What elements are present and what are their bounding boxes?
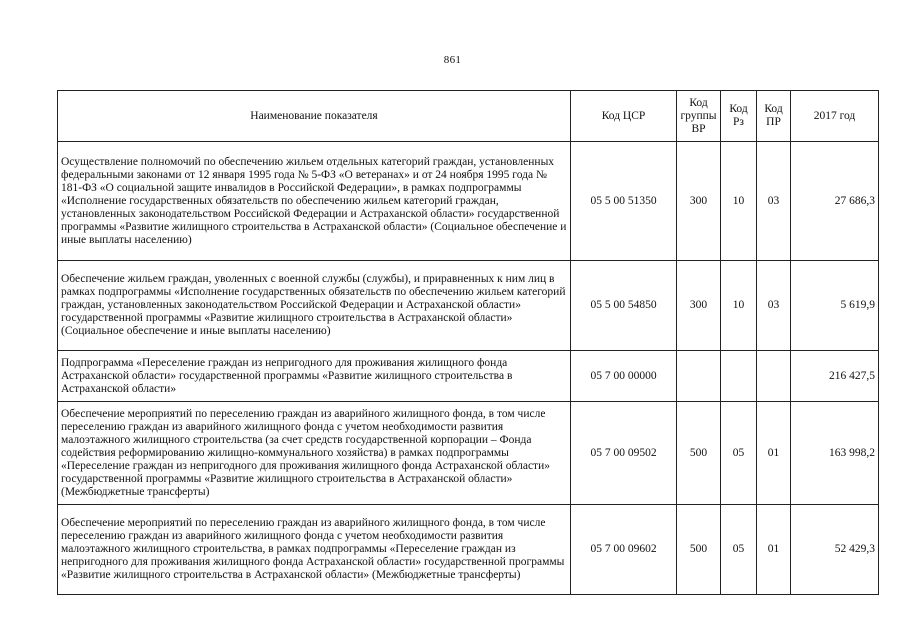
- row-pr-code: 03: [757, 142, 791, 261]
- table-row: [58, 261, 879, 351]
- row-amount: 5 619,9: [791, 261, 879, 351]
- row-amount: 52 429,3: [791, 505, 879, 595]
- row-rz-code: 10: [721, 261, 757, 351]
- header-year-2017: 2017 год: [791, 91, 879, 142]
- header-pr-code: Код ПР: [757, 91, 791, 142]
- row-vr-code: 300: [677, 261, 721, 351]
- row-csr-code: 05 5 00 54850: [571, 261, 677, 351]
- row-vr-code: 500: [677, 402, 721, 505]
- row-rz-code: 05: [721, 402, 757, 505]
- table-header-row: [58, 91, 879, 142]
- row-pr-code: 01: [757, 402, 791, 505]
- table-row: [58, 402, 879, 505]
- row-amount: 163 998,2: [791, 402, 879, 505]
- row-vr-code: [677, 351, 721, 402]
- row-name: Обеспечение жильем граждан, уволенных с военной службы (службы), и приравненных к ним лиц в рамках подпрограммы «Исполнение государственных обязательств по обеспечению жильем категорий граждан, установленных законодательством Российской Федерации и Астраханской области» государственной программы «Развитие жилищного строительства в Астраханской области» (Социальное обеспечение и иные выплаты населению): [58, 261, 571, 351]
- row-pr-code: [757, 351, 791, 402]
- row-vr-code: 300: [677, 142, 721, 261]
- row-name: Осуществление полномочий по обеспечению жильем отдельных категорий граждан, установленных федеральными законами от 12 января 1995 года № 5-ФЗ «О ветеранах» и от 24 ноября 1995 года № 181-ФЗ «О социальной защите инвалидов в Российской Федерации», в рамках подпрограммы «Исполнение государственных обязательств по обеспечению жильем категорий граждан, установленных законодательством Российской Федерации и Астраханской области» государственной программы «Развитие жилищного строительства в Астраханской области» (Социальное обеспечение и иные выплаты населению): [58, 142, 571, 261]
- row-pr-code: 01: [757, 505, 791, 595]
- header-vr-code: Код группы ВР: [677, 91, 721, 142]
- row-csr-code: 05 7 00 00000: [571, 351, 677, 402]
- table-row: [58, 351, 879, 402]
- row-rz-code: 10: [721, 142, 757, 261]
- row-csr-code: 05 5 00 51350: [571, 142, 677, 261]
- header-rz-code: Код Рз: [721, 91, 757, 142]
- row-csr-code: 05 7 00 09502: [571, 402, 677, 505]
- row-vr-code: 500: [677, 505, 721, 595]
- row-name: Подпрограмма «Переселение граждан из непригодного для проживания жилищного фонда Астраханской области» государственной программы «Развитие жилищного строительства в Астраханской области»: [58, 351, 571, 402]
- table-row: [58, 505, 879, 595]
- table-row: [58, 142, 879, 261]
- row-name: Обеспечение мероприятий по переселению граждан из аварийного жилищного фонда, в том числе переселению граждан из аварийного жилищного фонда с учетом необходимости развития малоэтажного жилищного строительства (за счет средств государственной корпорации – Фонда содействия реформированию жилищно-коммунального хозяйства) в рамках подпрограммы «Переселение граждан из непригодного для проживания жилищного фонда Астраханской области» государственной программы «Развитие жилищного строительства в Астраханской области» (Межбюджетные трансферты): [58, 402, 571, 505]
- header-name: Наименование показателя: [58, 91, 571, 142]
- header-csr-code: Код ЦСР: [571, 91, 677, 142]
- row-rz-code: 05: [721, 505, 757, 595]
- row-amount: 216 427,5: [791, 351, 879, 402]
- budget-table: [57, 90, 879, 595]
- row-pr-code: 03: [757, 261, 791, 351]
- row-rz-code: [721, 351, 757, 402]
- row-name: Обеспечение мероприятий по переселению граждан из аварийного жилищного фонда, в том числе переселению граждан из аварийного жилищного фонда с учетом необходимости развития малоэтажного жилищного строительства, в рамках подпрограммы «Переселение граждан из непригодного для проживания жилищного фонда Астраханской области» государственной программы «Развитие жилищного строительства в Астраханской области» (Межбюджетные трансферты): [58, 505, 571, 595]
- row-amount: 27 686,3: [791, 142, 879, 261]
- row-csr-code: 05 7 00 09602: [571, 505, 677, 595]
- page-number: 861: [443, 54, 462, 66]
